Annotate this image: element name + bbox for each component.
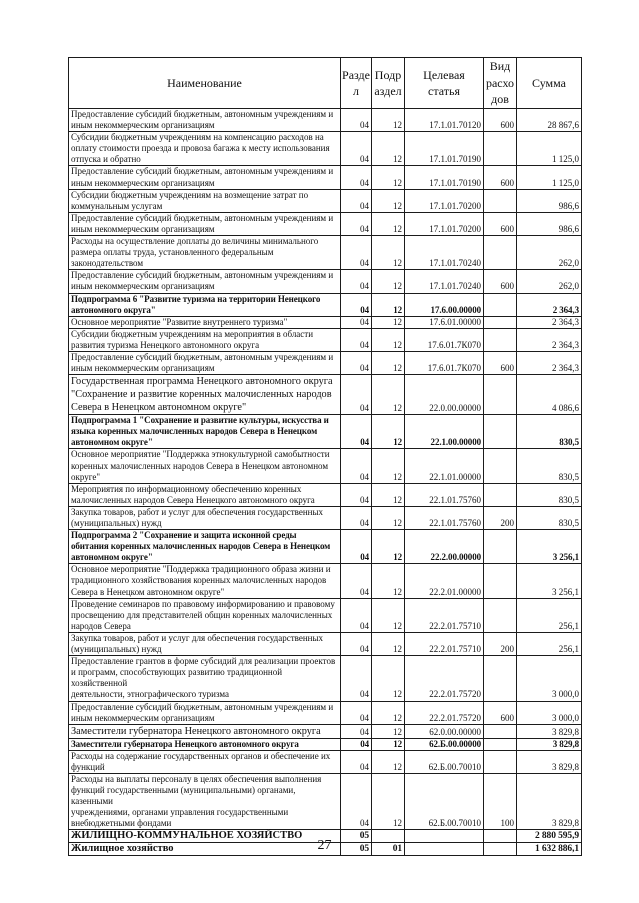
cell-name: Подпрограмма 1 "Сохранение и развитие культуры, искусства и языка коренных малочисленных народов Севера в Ненецком автономном округе" <box>69 415 341 449</box>
table-row <box>69 724 582 738</box>
cell-tselevaya-statya: 22.1.01.75760 <box>405 483 484 506</box>
cell-podrazdel: 12 <box>372 316 405 328</box>
table-row <box>69 212 582 235</box>
header-podrazdel: Подр аздел <box>372 58 405 109</box>
cell-vid-raskhodov <box>484 132 517 166</box>
cell-vid-raskhodov: 100 <box>484 773 517 829</box>
table-row <box>69 656 582 701</box>
table-row <box>69 375 582 415</box>
cell-summa: 3 000,0 <box>517 656 582 701</box>
cell-name: Закупка товаров, работ и услуг для обеспечения государственных (муниципальных) нужд <box>69 632 341 655</box>
cell-razdel: 04 <box>341 166 372 189</box>
cell-podrazdel: 12 <box>372 328 405 351</box>
cell-vid-raskhodov <box>484 564 517 598</box>
cell-razdel: 04 <box>341 483 372 506</box>
cell-podrazdel: 12 <box>372 212 405 235</box>
cell-tselevaya-statya: 62.Б.00.70010 <box>405 750 484 773</box>
cell-tselevaya-statya: 17.1.01.70240 <box>405 270 484 293</box>
cell-summa: 2 364,3 <box>517 351 582 374</box>
cell-razdel: 04 <box>341 293 372 316</box>
cell-podrazdel: 12 <box>372 530 405 564</box>
cell-tselevaya-statya: 17.1.01.70120 <box>405 109 484 132</box>
cell-vid-raskhodov: 600 <box>484 701 517 724</box>
cell-razdel: 04 <box>341 656 372 701</box>
cell-vid-raskhodov <box>484 483 517 506</box>
cell-name: Субсидии бюджетным учреждениям на мероприятия в области развития туризма Ненецкого автономного округа <box>69 328 341 351</box>
table-row <box>69 738 582 750</box>
table-row <box>69 564 582 598</box>
cell-razdel: 04 <box>341 132 372 166</box>
cell-tselevaya-statya: 22.2.01.75710 <box>405 632 484 655</box>
table-row <box>69 270 582 293</box>
cell-podrazdel: 12 <box>372 773 405 829</box>
cell-razdel: 04 <box>341 189 372 212</box>
cell-tselevaya-statya: 17.6.00.00000 <box>405 293 484 316</box>
cell-razdel: 04 <box>341 415 372 449</box>
cell-podrazdel: 12 <box>372 109 405 132</box>
cell-vid-raskhodov: 200 <box>484 506 517 529</box>
budget-table <box>68 57 582 856</box>
cell-summa: 830,5 <box>517 483 582 506</box>
cell-podrazdel: 12 <box>372 351 405 374</box>
cell-razdel: 04 <box>341 564 372 598</box>
header-name: Наименование <box>69 58 341 109</box>
cell-tselevaya-statya: 22.1.01.75760 <box>405 506 484 529</box>
cell-tselevaya-statya: 17.6.01.00000 <box>405 316 484 328</box>
cell-name: Предоставление субсидий бюджетным, автономным учреждениям и иным некоммерческим организациям <box>69 166 341 189</box>
cell-name: Предоставление субсидий бюджетным, автономным учреждениям и иным некоммерческим организациям <box>69 351 341 374</box>
cell-vid-raskhodov <box>484 189 517 212</box>
table-row <box>69 750 582 773</box>
cell-name: Расходы на выплаты персоналу в целях обеспечения выполнения функций государственными (муниципальными) органами, казенными учреждениями, органами управления государственными внебюджетными фондами <box>69 773 341 829</box>
cell-tselevaya-statya: 62.0.00.00000 <box>405 724 484 738</box>
table-row <box>69 415 582 449</box>
cell-name: Предоставление субсидий бюджетным, автономным учреждениям и иным некоммерческим организациям <box>69 212 341 235</box>
cell-tselevaya-statya: 17.1.01.70200 <box>405 212 484 235</box>
header-vid-raskhodov: Вид расхо дов <box>484 58 517 109</box>
cell-summa: 28 867,6 <box>517 109 582 132</box>
table-row <box>69 701 582 724</box>
cell-summa: 2 880 595,9 <box>517 830 582 843</box>
cell-tselevaya-statya: 22.2.01.75720 <box>405 701 484 724</box>
cell-podrazdel: 12 <box>372 738 405 750</box>
header-razdel: Разде л <box>341 58 372 109</box>
cell-tselevaya-statya: 62.Б.00.00000 <box>405 738 484 750</box>
cell-summa: 3 256,1 <box>517 564 582 598</box>
table-row <box>69 132 582 166</box>
cell-podrazdel: 12 <box>372 270 405 293</box>
cell-podrazdel: 12 <box>372 506 405 529</box>
cell-tselevaya-statya: 22.2.01.00000 <box>405 564 484 598</box>
cell-podrazdel: 12 <box>372 449 405 483</box>
cell-name: Предоставление субсидий бюджетным, автономным учреждениям и иным некоммерческим организациям <box>69 701 341 724</box>
cell-name: Предоставление субсидий бюджетным, автономным учреждениям и иным некоммерческим организациям <box>69 109 341 132</box>
cell-podrazdel: 12 <box>372 375 405 415</box>
cell-podrazdel: 12 <box>372 724 405 738</box>
cell-tselevaya-statya: 17.6.01.7К070 <box>405 351 484 374</box>
cell-razdel: 04 <box>341 316 372 328</box>
cell-name: Мероприятия по информационному обеспечению коренных малочисленных народов Севера Ненецкого автономного округа <box>69 483 341 506</box>
cell-vid-raskhodov <box>484 328 517 351</box>
cell-vid-raskhodov <box>484 738 517 750</box>
cell-name: Подпрограмма 2 "Сохранение и защита исконной среды обитания коренных малочисленных народов Севера в Ненецком автономном округе" <box>69 530 341 564</box>
cell-summa: 3 829,8 <box>517 750 582 773</box>
cell-razdel: 04 <box>341 598 372 632</box>
cell-name: Заместители губернатора Ненецкого автономного округа <box>69 738 341 750</box>
cell-vid-raskhodov: 600 <box>484 212 517 235</box>
cell-podrazdel: 12 <box>372 166 405 189</box>
cell-razdel: 04 <box>341 701 372 724</box>
cell-tselevaya-statya: 17.1.01.70190 <box>405 166 484 189</box>
cell-tselevaya-statya: 22.2.01.75720 <box>405 656 484 701</box>
cell-razdel: 04 <box>341 750 372 773</box>
cell-razdel: 04 <box>341 236 372 270</box>
cell-podrazdel: 12 <box>372 598 405 632</box>
cell-summa: 830,5 <box>517 415 582 449</box>
cell-podrazdel: 12 <box>372 415 405 449</box>
cell-vid-raskhodov <box>484 415 517 449</box>
cell-tselevaya-statya: 22.1.00.00000 <box>405 415 484 449</box>
cell-podrazdel: 12 <box>372 483 405 506</box>
cell-razdel: 04 <box>341 724 372 738</box>
header-tselevaya-statya: Целевая статья <box>405 58 484 109</box>
cell-summa: 986,6 <box>517 189 582 212</box>
cell-summa: 1 125,0 <box>517 166 582 189</box>
cell-summa: 262,0 <box>517 270 582 293</box>
table-row <box>69 530 582 564</box>
table-row <box>69 189 582 212</box>
header-row <box>69 58 582 109</box>
cell-name: Заместители губернатора Ненецкого автономного округа <box>69 724 341 738</box>
cell-vid-raskhodov: 600 <box>484 166 517 189</box>
cell-podrazdel: 12 <box>372 236 405 270</box>
cell-name: ЖИЛИЩНО-КОММУНАЛЬНОЕ ХОЗЯЙСТВО <box>69 830 341 843</box>
cell-razdel: 04 <box>341 351 372 374</box>
table-row <box>69 773 582 829</box>
cell-summa: 4 086,6 <box>517 375 582 415</box>
cell-podrazdel: 12 <box>372 564 405 598</box>
cell-name: Предоставление грантов в форме субсидий для реализации проектов и программ, способствующих развитию традиционной хозяйственной деятельности, этнографического туризма <box>69 656 341 701</box>
cell-vid-raskhodov: 600 <box>484 351 517 374</box>
cell-summa: 3 256,1 <box>517 530 582 564</box>
table-row <box>69 449 582 483</box>
cell-razdel: 04 <box>341 773 372 829</box>
cell-razdel: 04 <box>341 530 372 564</box>
cell-tselevaya-statya: 62.Б.00.70010 <box>405 773 484 829</box>
cell-razdel: 04 <box>341 449 372 483</box>
cell-vid-raskhodov <box>484 449 517 483</box>
cell-summa: 2 364,3 <box>517 328 582 351</box>
cell-podrazdel: 12 <box>372 701 405 724</box>
cell-summa: 2 364,3 <box>517 293 582 316</box>
cell-summa: 3 829,8 <box>517 724 582 738</box>
cell-summa: 2 364,3 <box>517 316 582 328</box>
cell-razdel: 04 <box>341 506 372 529</box>
cell-name: Расходы на осуществление доплаты до величины минимального размера оплаты труда, установленного федеральным законодательством <box>69 236 341 270</box>
cell-tselevaya-statya: 17.1.01.70240 <box>405 236 484 270</box>
cell-podrazdel: 12 <box>372 132 405 166</box>
cell-summa: 986,6 <box>517 212 582 235</box>
cell-summa: 830,5 <box>517 449 582 483</box>
cell-razdel: 04 <box>341 109 372 132</box>
table-row <box>69 506 582 529</box>
cell-vid-raskhodov: 200 <box>484 632 517 655</box>
cell-summa: 3 000,0 <box>517 701 582 724</box>
cell-tselevaya-statya: 22.1.01.00000 <box>405 449 484 483</box>
cell-vid-raskhodov <box>484 375 517 415</box>
table-row <box>69 351 582 374</box>
cell-vid-raskhodov <box>484 293 517 316</box>
table-row <box>69 483 582 506</box>
cell-tselevaya-statya: 22.0.00.00000 <box>405 375 484 415</box>
table-row <box>69 316 582 328</box>
cell-name: Расходы на содержание государственных органов и обеспечение их функций <box>69 750 341 773</box>
cell-tselevaya-statya: 22.2.00.00000 <box>405 530 484 564</box>
cell-vid-raskhodov <box>484 750 517 773</box>
cell-summa: 262,0 <box>517 236 582 270</box>
cell-name: Жилищное хозяйство <box>69 843 341 856</box>
cell-tselevaya-statya: 17.6.01.7К070 <box>405 328 484 351</box>
cell-name: Государственная программа Ненецкого автономного округа "Сохранение и развитие коренных малочисленных народов Севера в Ненецком автономном округе" <box>69 375 341 415</box>
cell-vid-raskhodov <box>484 316 517 328</box>
table-row <box>69 328 582 351</box>
cell-name: Основное мероприятие "Развитие внутреннего туризма" <box>69 316 341 328</box>
cell-podrazdel: 12 <box>372 189 405 212</box>
cell-tselevaya-statya: 22.2.01.75710 <box>405 598 484 632</box>
cell-summa: 256,1 <box>517 632 582 655</box>
cell-podrazdel: 12 <box>372 656 405 701</box>
cell-name: Основное мероприятие "Поддержка этнокультурной самобытности коренных малочисленных народов Севера в Ненецком автономном округе" <box>69 449 341 483</box>
header-summa: Сумма <box>517 58 582 109</box>
cell-razdel: 04 <box>341 270 372 293</box>
cell-summa: 3 829,8 <box>517 773 582 829</box>
page-number: 27 <box>317 838 332 853</box>
cell-razdel: 05 <box>341 830 372 843</box>
cell-name: Основное мероприятие "Поддержка традиционного образа жизни и традиционного хозяйствования коренных малочисленных народов Севера в Ненецком автономном округе" <box>69 564 341 598</box>
cell-name: Проведение семинаров по правовому информированию и правовому просвещению для представителей общин коренных малочисленных народов Севера <box>69 598 341 632</box>
cell-razdel: 04 <box>341 328 372 351</box>
table-row <box>69 293 582 316</box>
cell-summa: 3 829,8 <box>517 738 582 750</box>
cell-vid-raskhodov <box>484 530 517 564</box>
cell-tselevaya-statya: 17.1.01.70190 <box>405 132 484 166</box>
cell-summa: 1 125,0 <box>517 132 582 166</box>
cell-razdel: 04 <box>341 632 372 655</box>
cell-vid-raskhodov: 600 <box>484 109 517 132</box>
cell-vid-raskhodov <box>484 724 517 738</box>
cell-name: Субсидии бюджетным учреждениям на возмещение затрат по коммунальным услугам <box>69 189 341 212</box>
cell-podrazdel: 12 <box>372 750 405 773</box>
table-row <box>69 109 582 132</box>
table-row <box>69 236 582 270</box>
cell-razdel: 04 <box>341 212 372 235</box>
cell-summa: 256,1 <box>517 598 582 632</box>
table-row <box>69 632 582 655</box>
cell-vid-raskhodov <box>484 236 517 270</box>
cell-podrazdel: 12 <box>372 293 405 316</box>
cell-razdel: 04 <box>341 375 372 415</box>
cell-podrazdel: 12 <box>372 632 405 655</box>
cell-razdel: 04 <box>341 738 372 750</box>
table-row <box>69 598 582 632</box>
cell-podrazdel: 01 <box>372 843 405 856</box>
table-row <box>69 166 582 189</box>
cell-vid-raskhodov: 600 <box>484 270 517 293</box>
cell-vid-raskhodov <box>484 656 517 701</box>
cell-name: Подпрограмма 6 "Развитие туризма на территории Ненецкого автономного округа" <box>69 293 341 316</box>
cell-name: Предоставление субсидий бюджетным, автономным учреждениям и иным некоммерческим организациям <box>69 270 341 293</box>
cell-name: Закупка товаров, работ и услуг для обеспечения государственных (муниципальных) нужд <box>69 506 341 529</box>
cell-vid-raskhodov <box>484 598 517 632</box>
cell-name: Субсидии бюджетным учреждениям на компенсацию расходов на оплату стоимости проезда и провоза багажа к месту использования отпуска и обратно <box>69 132 341 166</box>
cell-razdel: 05 <box>341 843 372 856</box>
cell-summa: 1 632 886,1 <box>517 843 582 856</box>
cell-tselevaya-statya: 17.1.01.70200 <box>405 189 484 212</box>
cell-summa: 830,5 <box>517 506 582 529</box>
